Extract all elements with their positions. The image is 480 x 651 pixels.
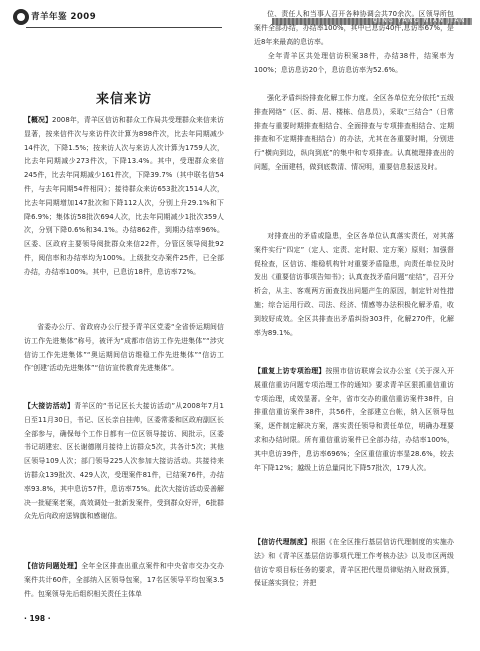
running-title: QING YANG NIAN JIAN [372,17,466,24]
paragraph-text: 2008年，青羊区信访和群众工作局共受理群众来信来访显著，按来信件次与来访件次计算为898件次，比去年同期减少14件次，下降1.5%；按来访人次与来访人次计算为1759人次，比去年同期减少273件次，下降13.4%。其中，受理群众来信245件，比去年同期减少161件次，下降39.7%（其中联名信54件，与去年同期54件相同）；接待群众来访653批次1514人次，比去年同期增加147批次和下降112人次，分别上升29.1%和下降6.9%；集体访58批次694人次，比去年同期减少1批次359人次，分别下降0.6%和34.1%。办结862件，到期办结率96%。区委、区政府主要领导阅批群众来信22件，分管区领导阅批92件，阅信率和办结率均为100%。上级批交办案件25件，已全部办结，办结率100%。其中，已息访18件，息访率72%。 [24,116,224,276]
paragraph-text: 省委办公厅、省政府办公厅授予青羊区党委“全省侨运期间信访工作先进集体”称号，被评为“成都市信访工作先进集体”“涉灾信访工作先进集体”“奥运期间信访维稳工作先进集体”“信访工作‘创建’活动先进集体”“信访宣传教育先进集体”。 [24,323,224,373]
section-heading: 【信访代理制度】 [254,538,312,546]
section-heading: 【概况】 [24,116,53,124]
article-paragraph [254,50,454,78]
paragraph-text: 强化矛盾纠纷排查化解工作力度。全区各单位充分依托“五级排查网络”（区、街、居、楼栋、信息员），采取“三结合”（日常排查与重要时期排查相结合、全面排查与专项排查相结合、定期排查和不定期排查相结合）的办法，尤其在各重要时期，分别进行“横向到边，纵向到底”的集中和专项排查。认真梳理排查出的问题，全面建档，做到底数清、情况明，重要信息报送及时。 [254,94,454,171]
paragraph-text: 位、责任人和当事人召开各种协调会共70余次。区领导所包案件全部办结，办结率100%，其中已息访40件,息访率67%，是近8年来最高的息访率。 [254,10,454,46]
paragraph-text: 全年青羊区共处理信访积案38件，办结38件，结案率为100%；息访息访20个，息访息访率为52.6%。 [254,52,454,74]
header-rule [26,27,222,28]
article-paragraph [254,92,454,175]
yearbook-logo-icon [13,9,29,25]
yearbook-brand: 青羊年鉴 2009 [31,12,97,22]
article-paragraph [24,321,224,376]
paragraph-text: 按照市信访联席会议办公室《关于深入开展重信重访问题专项治理工作的通知》要求青羊区狠抓重信重访专项治理，成效显著。全年，省市交办的重信重访案件38件，自排重信重访案件38件，共56件，全部建立台帐，纳入区领导包案，逐件制定解决方案，落实责任领导和责任单位，明确办理要求和办结时限。所有重信重访案件已全部办结，办结率100%，其中息访39件，息访率696%；全区重信重访率显28.6%，较去年下降12%；越级上访总量同比下降57批次，179人次。 [254,367,455,472]
paragraph-text: 对排查出的矛盾或隐患，全区各单位认真落实责任，对其落案件实行“四定”（定人、定责、定时限、定方案）原则；加强督促检查，区信访、维稳机构针对重要矛盾隐患，向责任单位及时发出《重要信访事项告知书》；认真查找矛盾问题“症结”，召开分析会，从主、客观两方面查找出问题产生的原因，制定针对性措施；综合运用行政、司法、经济、情感等办法积极化解矛盾，收到较好成效。全区共排查出矛盾纠纷303件，化解270件，化解率为89.1%。 [254,232,454,337]
paragraph-text: 青羊区的“书记区长大接访活动”从2008年7月1日至11月30日，书记、区长亲自挂帅，区委常委和区政府副区长全部参与，确保每个工作日都有一位区领导接访、阅批示，区委书记胡建宏、区长谢德刚月接待上访群众5次，共各计5次；其他区领导109人次；部门领导225人次参加大接访活动。共接待来访群众139批次、429人次，受理案件81件，已结案76件，办结率93.8%，其中息访57件，息访率75%。此次大接访活动妥善解决一批疑案老案，高效调处一批新发案件，受到群众好评，6批群众先后向政府送锦旗和感谢信。 [24,402,224,521]
article-paragraph [24,114,224,280]
article-paragraph [254,230,454,340]
paragraph-text: 全年全区排查出重点案件和中央省市交办交办案件共计60件，全部纳入区领导包案，17名区领导平均包案3.5件。包案领导先后组织相关责任主体单 [24,562,224,598]
paragraph-text: 根据《在全区推行基层信访代理制度的实施办法》和《青羊区基层信访事项代理工作考核办法》以及市区两级信访专项目标任务的要求，青羊区把代理员律贴纳入财政预算，保证落实到位；并把 [254,538,454,588]
article-paragraph [254,8,454,49]
section-heading: 【重复上访专项治理】 [254,367,326,375]
article-paragraph [254,536,454,591]
article-paragraph [254,365,454,475]
section-heading: 【信访问题处理】 [24,562,82,570]
article-title: 来信来访 [95,92,152,107]
section-heading: 【大接访活动】 [24,402,75,410]
article-paragraph [24,560,224,601]
page-number: · 198 · [24,614,51,623]
article-paragraph [24,400,224,524]
